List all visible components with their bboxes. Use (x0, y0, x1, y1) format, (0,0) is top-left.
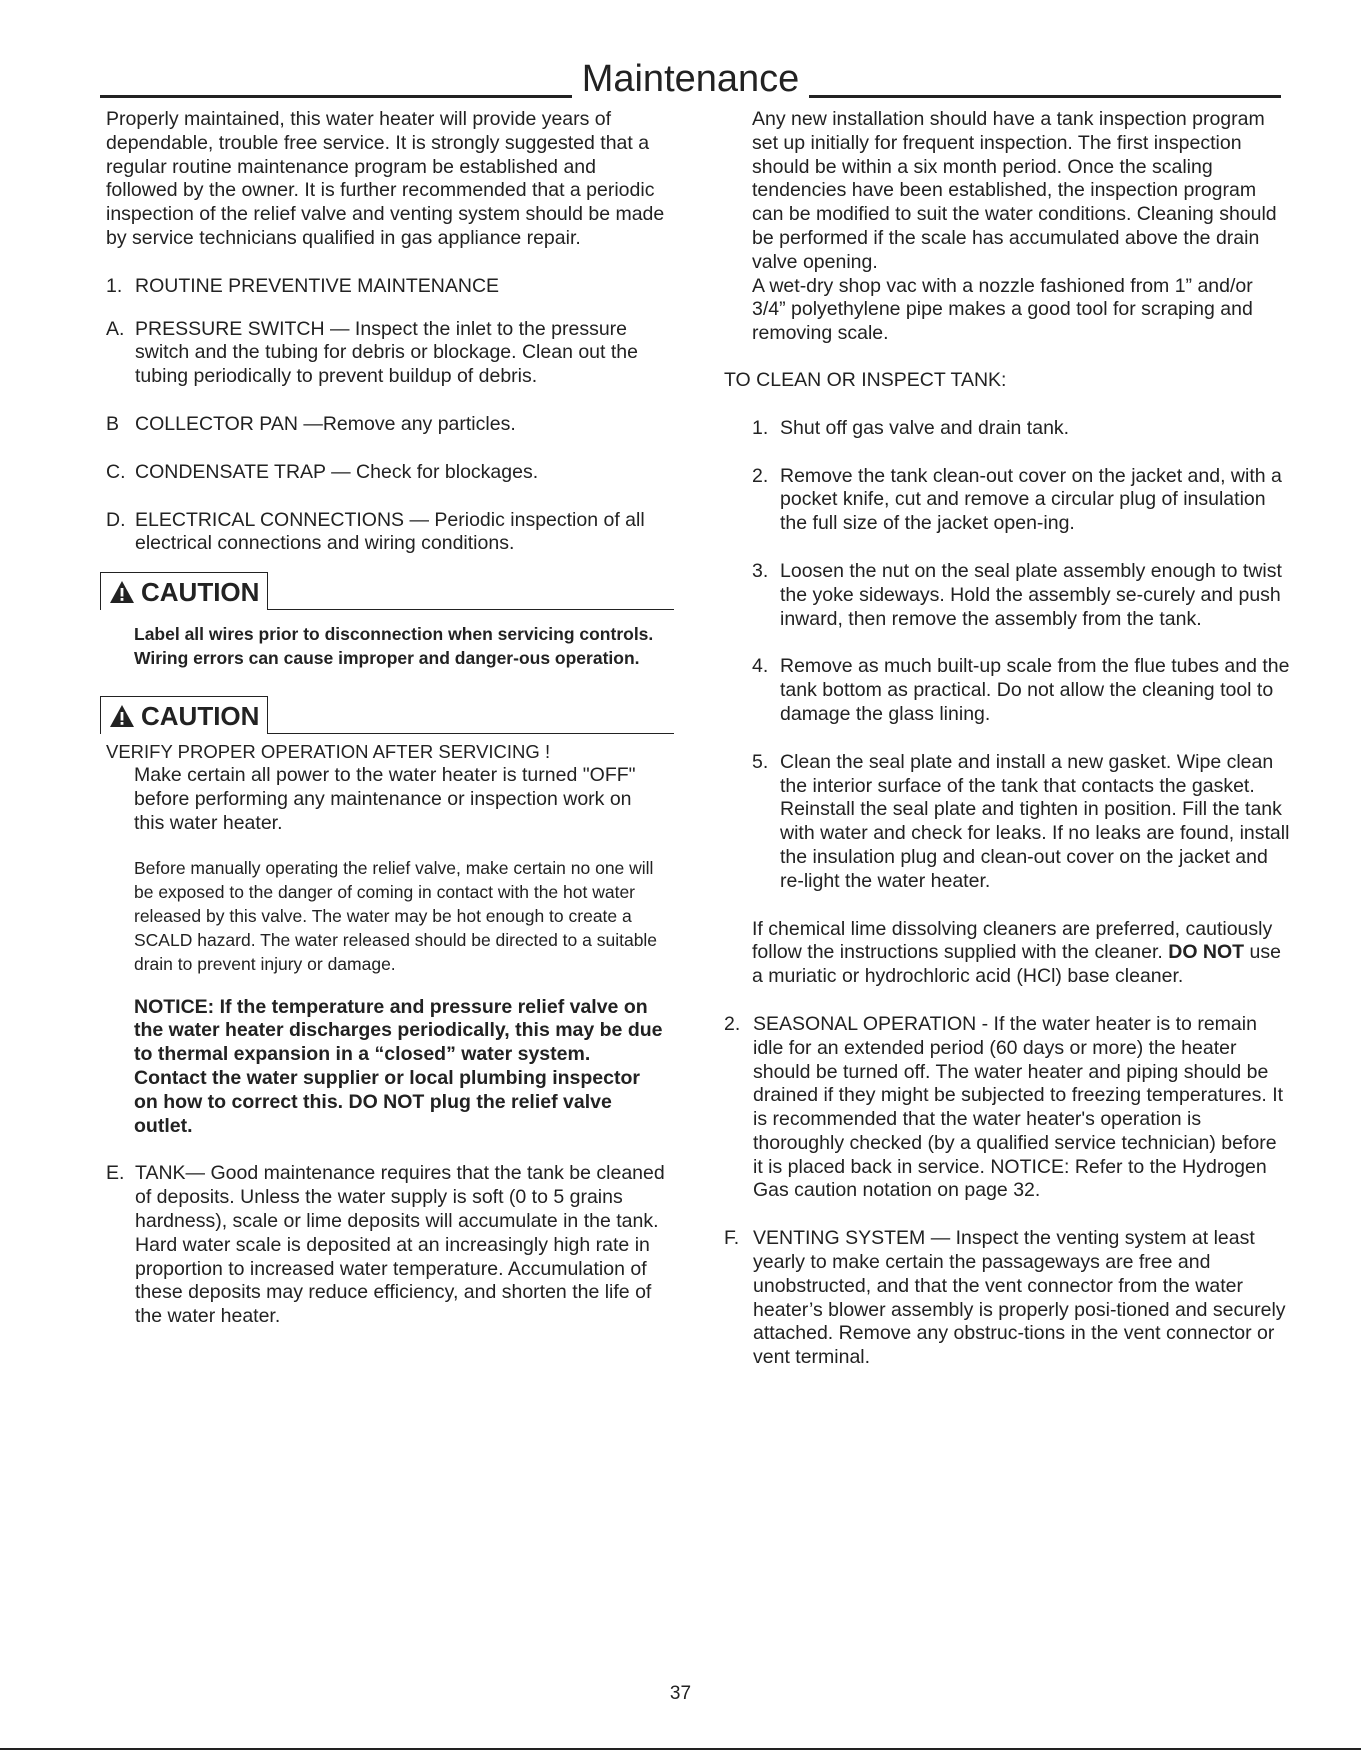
right-column (724, 108, 1290, 1370)
caution-notice-wiring (106, 572, 666, 670)
list-label: C. (106, 460, 126, 483)
step-text: Remove as much built-up scale from the flue tubes and the tank bottom as practical. Do not allow the cleaning tool to damage the glass lining. (780, 655, 1290, 725)
list-label: 1. (106, 274, 123, 297)
intro-paragraph: Properly maintained, this water heater will provide years of dependable, trouble free service. It is strongly suggested that a regular routine maintenance program be established and followed by the owner. It is further recommended that a periodic inspection of the relief valve and venting system should be made by service technicians qualified in gas appliance repair. (106, 108, 665, 249)
section-text: SEASONAL OPERATION - If the water heater is to remain idle for an extended period (60 days or more) the heater should be turned off. The water heater and piping should be drained if they might be subjected to freezing temperatures. It is recommended that the water heater's operation is thoroughly checked (by a qualified service technician) before it is placed back in service. NOTICE: Refer to the Hydrogen Gas caution notation on page 32. (753, 1012, 1284, 1202)
list-label: 2. (752, 464, 769, 487)
item-text: CONDENSATE TRAP — Check for blockages. (135, 460, 539, 483)
list-label: 3. (752, 559, 769, 582)
page-number: 37 (669, 1683, 692, 1704)
item-condensate-trap (106, 461, 666, 485)
step-item (752, 417, 1290, 441)
bottom-rule (0, 1748, 1361, 1750)
item-text: ELECTRICAL CONNECTIONS — Periodic inspection of all electrical connections and wiring conditions. (135, 508, 645, 555)
inspection-paragraph: Any new installation should have a tank inspection program set up initially for frequent inspection. The first inspection should be within a six month period. Once the scaling tendencies have been established, the inspection program can be modified to suit the water conditions. Cleaning should be performed if the scale has accumulated above the drain valve opening. (752, 108, 1277, 273)
item-text: TANK— Good maintenance requires that the tank be cleaned of deposits. Unless the water supply is soft (0 to 5 grains hardness), scale or lime deposits will accumulate in the tank. Hard water scale is deposited at an increasingly high rate in proportion to increased water temperature. Accumulation of these deposits may reduce efficiency, and shorten the life of the water heater. (135, 1162, 665, 1328)
step-text: Remove the tank clean-out cover on the jacket and, with a pocket knife, cut and remove a circular plug of insulation the full size of the jacket open-ing. (780, 464, 1282, 535)
caution-notice-operation (106, 696, 666, 1138)
item-text: COLLECTOR PAN —Remove any particles. (135, 412, 516, 435)
header-rule-right (809, 95, 1281, 98)
item-text: PRESSURE SWITCH — Inspect the inlet to the pressure switch and the tubing for debris or blockage. Clean out the tubing periodically to prevent buildup of debris. (135, 317, 638, 388)
section-routine-maintenance (106, 275, 666, 299)
step-item (752, 751, 1290, 894)
list-label: A. (106, 317, 125, 340)
caution-title: CAUTION (141, 577, 260, 608)
clean-inspect-heading: TO CLEAN OR INSPECT TANK: (724, 368, 1007, 391)
header-rule-left (100, 95, 572, 98)
step-text: Clean the seal plate and install a new gasket. Wipe clean the interior surface of the tank that contacts the gasket. Reinstall the seal plate and tighten in position. Fill the tank with water and check for leaks. If no leaks are found, install the insulation plug and clean-out cover on the jacket and re-light the water heater. (780, 750, 1290, 892)
cleaning-steps (724, 417, 1290, 989)
list-label: 5. (752, 750, 769, 773)
caution-rule (268, 609, 674, 610)
section-title: ROUTINE PREVENTIVE MAINTENANCE (135, 274, 500, 297)
thermal-expansion-notice: NOTICE: If the temperature and pressure relief valve on the water heater discharges periodically, this may be due to thermal expansion in a “closed” water system. Contact the water supplier or local plumbing inspector on how to correct this. DO NOT plug the relief valve outlet. (134, 995, 663, 1137)
relief-valve-warning: Before manually operating the relief valve, make certain no one will be exposed to the danger of coming in contact with the hot water released by this valve. The water may be hot enough to create a SCALD hazard. The water released should be directed to a suitable drain to prevent injury or damage. (134, 857, 658, 974)
step-text: Shut off gas valve and drain tank. (780, 416, 1070, 439)
page-header (100, 52, 1281, 102)
item-pressure-switch (106, 318, 666, 389)
warning-triangle-icon (109, 580, 135, 604)
shop-vac-paragraph: A wet-dry shop vac with a nozzle fashioned from 1” and/or 3/4” polyethylene pipe makes a good tool for scraping and removing scale. (752, 274, 1253, 345)
caution-body: Make certain all power to the water heater is turned "OFF" before performing any maintenance or inspection work on this water heater. (134, 764, 636, 834)
list-label: D. (106, 508, 126, 531)
item-electrical-connections (106, 509, 666, 557)
step-text: Loosen the nut on the seal plate assembly enough to twist the yoke sideways. Hold the assembly se-curely and push inward, then remove the assembly from the tank. (780, 559, 1282, 630)
chemical-cleaner-paragraph (752, 918, 1290, 989)
caution-heading: VERIFY PROPER OPERATION AFTER SERVICING ! (106, 741, 551, 763)
warning-triangle-icon (109, 704, 135, 728)
caution-rule (268, 733, 674, 734)
list-label: 2. (724, 1012, 741, 1035)
step-item (752, 560, 1290, 631)
item-text: VENTING SYSTEM — Inspect the venting system at least yearly to make certain the passageways are free and unobstructed, and that the vent connector from the water heater’s blower assembly is properly posi-tioned and securely attached. Remove any obstruc-tions in the vent connector or vent terminal. (753, 1227, 1286, 1369)
page-title: Maintenance (581, 58, 800, 100)
list-label: 4. (752, 655, 769, 678)
step-item (752, 465, 1290, 536)
item-tank (106, 1162, 666, 1329)
item-venting-system (724, 1227, 1290, 1370)
section-seasonal-operation (724, 1013, 1290, 1203)
list-label: F. (724, 1227, 740, 1250)
list-label: E. (106, 1162, 125, 1185)
chemical-warning-emphasis: DO NOT (1168, 941, 1245, 964)
caution-badge (100, 696, 268, 734)
left-column (106, 108, 666, 1329)
item-collector-pan (106, 413, 666, 437)
caution-badge (100, 572, 268, 610)
caution-header (100, 572, 674, 610)
caution-title: CAUTION (141, 701, 260, 732)
chemical-cleaner-text: If chemical lime dissolving cleaners are preferred, cautiously follow the instructions supplied with the cleaner. (752, 917, 1273, 964)
list-label: B (106, 412, 120, 435)
caution-body: Label all wires prior to disconnection when servicing controls. Wiring errors can cause improper and danger-ous operation. (134, 624, 654, 669)
list-label: 1. (752, 416, 769, 439)
caution-header (100, 696, 674, 734)
inspection-block (724, 108, 1290, 346)
step-item (752, 655, 1290, 726)
chemical-cleaner-text-end: use a muriatic or hydrochloric acid (HCl) base cleaner. (752, 941, 1281, 988)
